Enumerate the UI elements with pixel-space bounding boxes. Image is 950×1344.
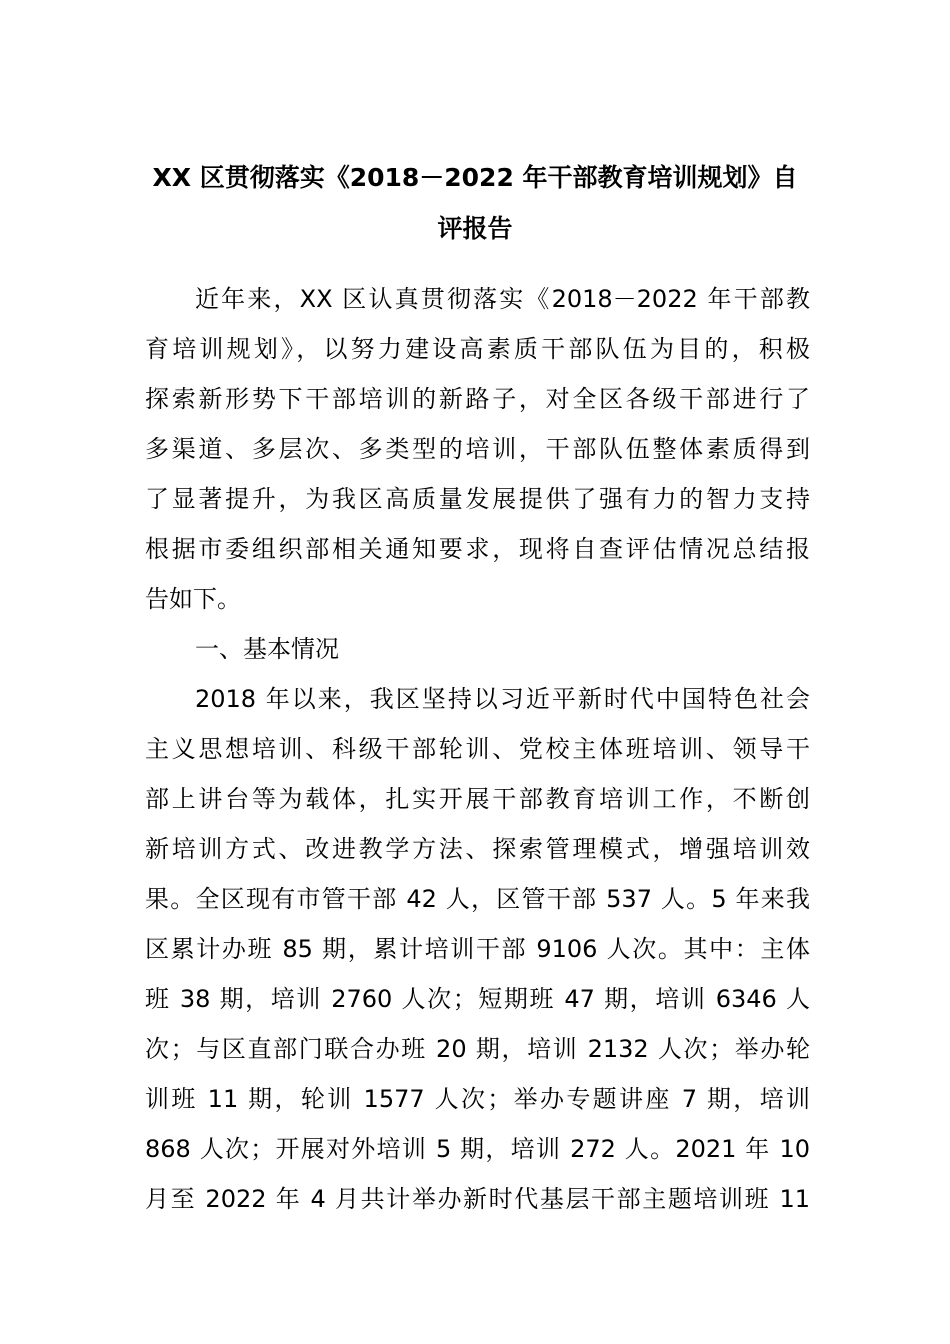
paragraph-line: 868 人次；开展对外培训 5 期，培训 272 人。2021 年 10 <box>145 1135 810 1163</box>
paragraph-line: 区累计办班 85 期，累计培训干部 9106 人次。其中：主体 <box>145 935 810 963</box>
paragraph-line: 告如下。 <box>145 585 241 613</box>
intro-paragraph <box>145 274 810 624</box>
paragraph-line: 次；与区直部门联合办班 20 期，培训 2132 人次；举办轮 <box>145 1035 810 1063</box>
paragraph-line: 果。全区现有市管干部 42 人，区管干部 537 人。5 年来我 <box>145 885 810 913</box>
paragraph-line: 部上讲台等为载体，扎实开展干部教育培训工作，不断创 <box>145 785 810 813</box>
section-heading <box>145 624 810 674</box>
section-heading-text: 一、基本情况 <box>195 635 339 663</box>
title-line: 评报告 <box>437 214 513 243</box>
paragraph-line: 多渠道、多层次、多类型的培训，干部队伍整体素质得到 <box>145 435 810 463</box>
paragraph-line: 训班 11 期，轮训 1577 人次；举办专题讲座 7 期，培训 <box>145 1085 810 1113</box>
paragraph-line: 月至 2022 年 4 月共计举办新时代基层干部主题培训班 11 <box>145 1185 810 1213</box>
paragraph-line: 近年来，XX 区认真贯彻落实《2018－2022 年干部教 <box>195 285 810 313</box>
paragraph-line: 探索新形势下干部培训的新路子，对全区各级干部进行了 <box>145 385 810 413</box>
paragraph-line: 育培训规划》，以努力建设高素质干部队伍为目的，积极 <box>145 335 810 363</box>
paragraph-line: 了显著提升，为我区高质量发展提供了强有力的智力支持 <box>145 485 810 513</box>
paragraph-line: 班 38 期，培训 2760 人次；短期班 47 期，培训 6346 人 <box>145 985 810 1013</box>
paragraph-line: 2018 年以来，我区坚持以习近平新时代中国特色社会 <box>195 685 810 713</box>
document-title <box>140 152 810 254</box>
paragraph-line: 新培训方式、改进教学方法、探索管理模式，增强培训效 <box>145 835 810 863</box>
title-line: XX 区贯彻落实《2018－2022 年干部教育培训规划》自 <box>152 163 798 192</box>
paragraph-line: 主义思想培训、科级干部轮训、党校主体班培训、领导干 <box>145 735 810 763</box>
paragraph-line: 根据市委组织部相关通知要求，现将自查评估情况总结报 <box>145 535 810 563</box>
basic-situation-paragraph <box>145 674 810 1224</box>
